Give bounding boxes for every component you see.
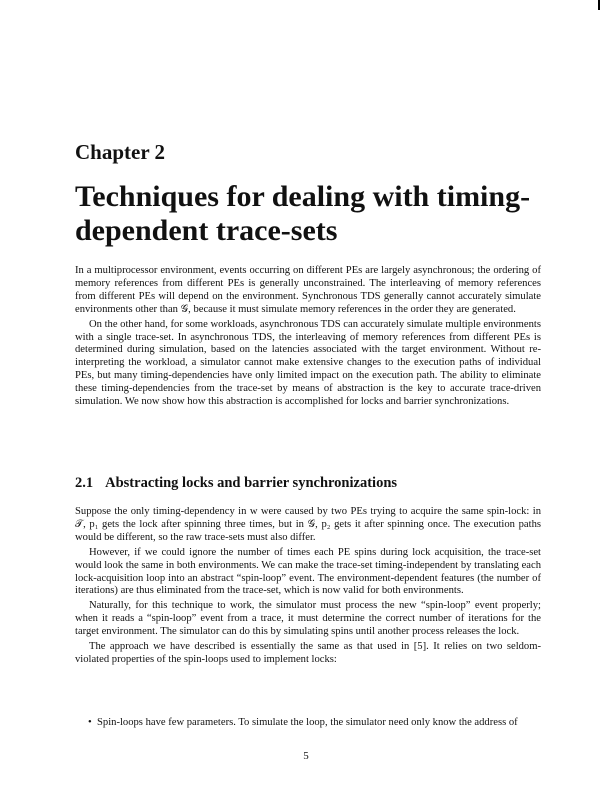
section-text	[75, 506, 541, 667]
paragraph: The approach we have described is essentially the same as that used in [5]. It relies on two seldom-violated properties of the spin-loops used to implement locks:	[75, 641, 541, 665]
chapter-title: Techniques for dealing with timing-dependent trace-sets	[75, 180, 531, 247]
bullet-item	[88, 717, 541, 730]
bullet-text: Spin-loops have few parameters. To simulate the loop, the simulator need only know the address of	[97, 717, 518, 728]
paragraph: Suppose the only timing-dependency in w were caused by two PEs trying to acquire the same spin-lock: in 𝒯, p₁ gets the lock after spinning three times, but in 𝒢, p₂ gets it after spinning once. The execution paths would be different, so the raw trace-sets must also differ.	[75, 506, 541, 543]
section-title: Abstracting locks and barrier synchronizations	[105, 475, 398, 491]
paragraph: Naturally, for this technique to work, the simulator must process the new “spin-loop” event properly; when it reads a “spin-loop” event from a trace, it must determine the correct number of iterations for the target environment. The simulator can do this by simulating spins until another process releases the lock.	[75, 600, 541, 638]
section-number: 2.1	[75, 475, 94, 491]
paragraph: In a multiprocessor environment, events occurring on different PEs are largely asynchronous; the ordering of memory references from different PEs is generally unconstrained. The interleaving of memory references from different PEs will depend on the environment. Synchronous TDS generally cannot accurately simulate environments other than 𝒢, because it must simulate memory references in the order they are generated.	[75, 265, 541, 315]
page-number: 5	[303, 750, 309, 762]
section-heading	[75, 475, 397, 492]
scan-mark	[598, 0, 600, 10]
paragraph: However, if we could ignore the number of times each PE spins during lock acquisition, the trace-set would look the same in both environments. We can make the trace-set timing-independent by translating each lock-acquisition loop into an abstract “spin-loop” event. The environment-dependent features (the number of iterations) are thus eliminated from the trace-set, which is now valid for both environments.	[75, 546, 541, 597]
intro-text	[75, 265, 541, 409]
bullet-icon: •	[88, 717, 98, 728]
chapter-label: Chapter 2	[75, 140, 166, 164]
paragraph: On the other hand, for some workloads, asynchronous TDS can accurately simulate multiple environments with a single trace-set. In asynchronous TDS, the interleaving of memory references from different PEs is determined during simulation, based on the latencies associated with the target environment. Without re-interpreting the workload, a simulator cannot make extensive changes to the execution paths of individual PEs, but many timing-dependencies have only limited impact on the execution path. The ability to eliminate these timing-dependencies from the trace-set by means of abstraction is the key to accurate trace-driven simulation. We now show how this abstraction is accomplished for locks and barrier synchronizations.	[75, 318, 541, 408]
